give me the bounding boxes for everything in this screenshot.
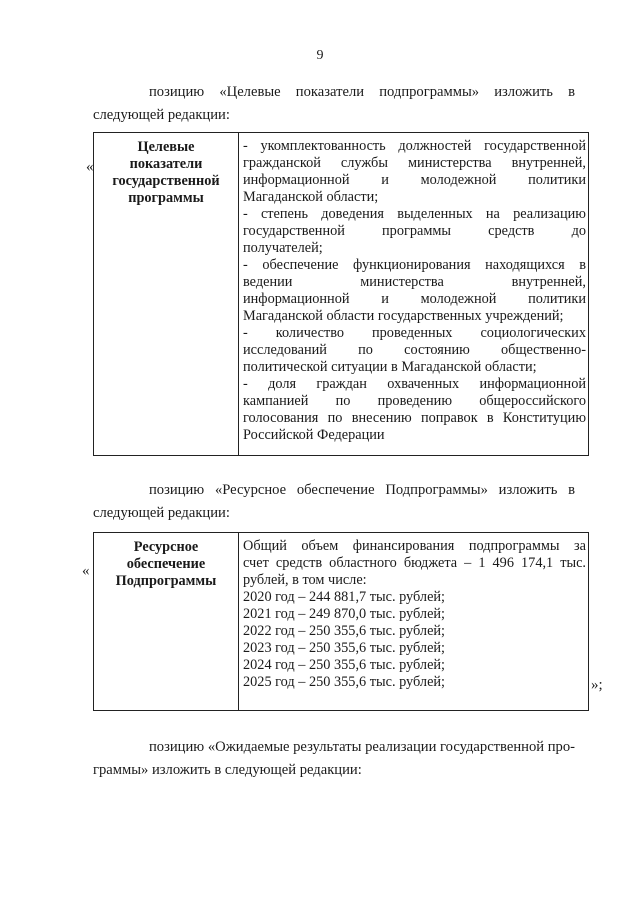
content-line: 2023 год – 250 355,6 тыс. рублей; [243, 640, 446, 656]
table-header-cell [94, 533, 239, 710]
content-line: кампанией по проведению общероссийского [243, 393, 586, 409]
content-line: 2020 год – 244 881,7 тыс. рублей; [243, 589, 446, 605]
resource-provision-table [93, 532, 589, 711]
header-line: Подпрограммы [115, 573, 217, 589]
content-line: 2024 год – 250 355,6 тыс. рублей; [243, 657, 446, 673]
closing-quote-mark: »; [591, 677, 603, 693]
page-number: 9 [316, 48, 324, 63]
content-line: Российской Федерации [243, 427, 385, 443]
paragraph-line: позицию «Целевые показатели подпрограммы» изложить в [149, 84, 575, 100]
content-line: исследований по состоянию общественно- [243, 342, 586, 358]
content-line: - доля граждан охваченных информационной [243, 376, 586, 392]
content-line: информационной и молодежной политики [243, 291, 586, 307]
content-line: - укомплектованность должностей государственной [243, 138, 586, 154]
content-line: Магаданской области; [243, 189, 379, 205]
paragraph-line: следующей редакции: [93, 107, 230, 123]
content-line: 2022 год – 250 355,6 тыс. рублей; [243, 623, 446, 639]
content-line: получателей; [243, 240, 323, 256]
opening-quote-mark: « [82, 563, 90, 579]
content-line: 2025 год – 250 355,6 тыс. рублей; [243, 674, 446, 690]
content-line: Общий объем финансирования подпрограммы за [243, 538, 586, 554]
paragraph-target-indicators [93, 81, 575, 127]
header-line: программы [128, 190, 204, 206]
target-indicators-table [93, 132, 589, 456]
paragraph-resource-provision [93, 479, 575, 525]
header-line: показатели [129, 156, 203, 172]
paragraph-line: позицию «Ожидаемые результаты реализации государственной про- [149, 739, 575, 755]
content-line: гражданской службы министерства внутренней, [243, 155, 586, 171]
content-line: счет средств областного бюджета – 1 496 174,1 тыс. [243, 555, 586, 571]
content-line: рублей, в том числе: [243, 572, 367, 588]
content-line: Магаданской области государственных учреждений; [243, 308, 564, 324]
content-line: политической ситуации в Магаданской области; [243, 359, 537, 375]
header-line: обеспечение [126, 556, 206, 572]
header-line: Ресурсное [133, 539, 199, 555]
paragraph-line: граммы» изложить в следующей редакции: [93, 762, 362, 778]
header-line: Целевые [137, 139, 195, 155]
content-line: информационной и молодежной политики [243, 172, 586, 188]
paragraph-line: позицию «Ресурсное обеспечение Подпрограммы» изложить в [149, 482, 575, 498]
opening-quote-mark: « [86, 159, 94, 175]
content-line: - количество проведенных социологических [243, 325, 586, 341]
header-line: государственной [112, 173, 220, 189]
content-line: голосования по внесению поправок в Конституцию [243, 410, 586, 426]
paragraph-expected-results [93, 736, 575, 782]
content-line: - степень доведения выделенных на реализацию [243, 206, 586, 222]
table-content-cell [239, 533, 588, 710]
table-content-cell [239, 133, 588, 455]
content-line: государственной программы средств до [243, 223, 586, 239]
content-line: ведении министерства внутренней, [243, 274, 586, 290]
paragraph-line: следующей редакции: [93, 505, 230, 521]
content-line: 2021 год – 249 870,0 тыс. рублей; [243, 606, 446, 622]
content-line: - обеспечение функционирования находящихся в [243, 257, 586, 273]
table-header-cell [94, 133, 239, 455]
